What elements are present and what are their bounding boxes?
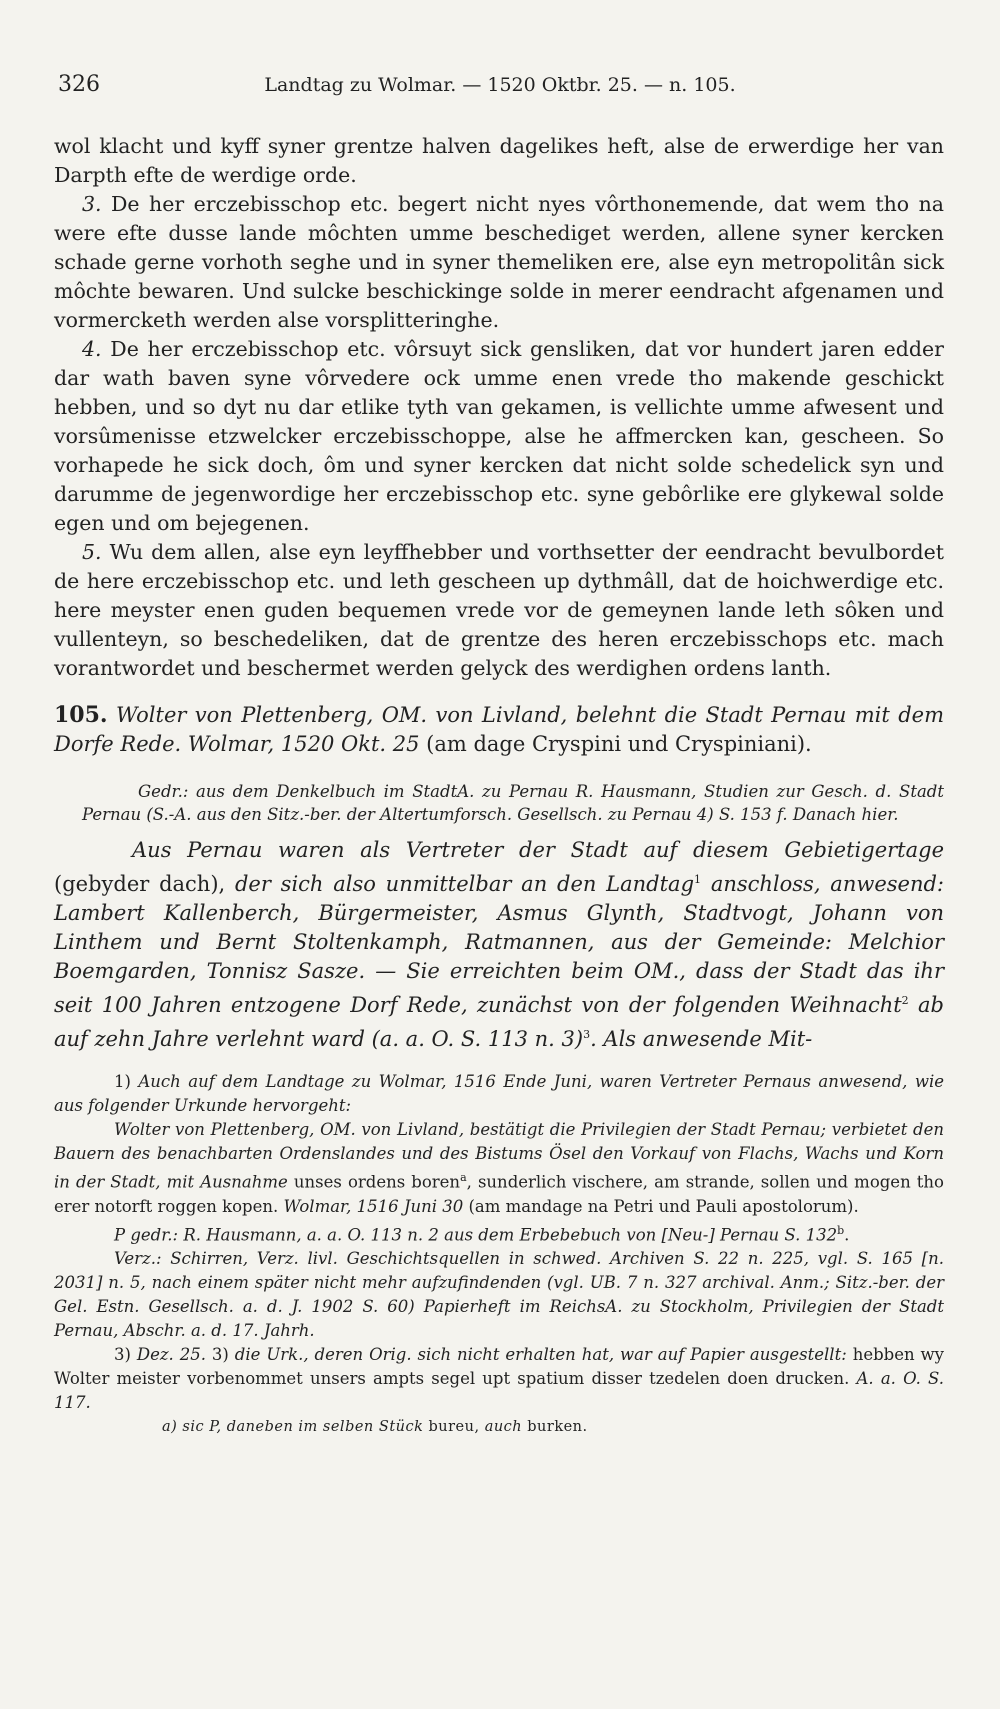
footnote-text: Auch auf dem Landtage zu Wolmar, 1516 Ende Juni, waren Vertreter Pernaus anwesend, wie aus folgender Urkunde hervorgeht: [54, 1072, 944, 1115]
footnote-text: Wolter von Plettenberg, OM. von Livland, bestätigt die Privilegien der Stadt Pernau; verbietet den Bauern des benachbarten Ordenslandes und des Bistums Ösel den Vorkauf von Flachs, Wachs und Korn in der Stadt, mit Ausnahme [54, 1120, 944, 1192]
footnote-text: A. a. O. S. 117. [54, 1369, 944, 1412]
paragraph-3 [54, 190, 944, 335]
footnote-text: auch [484, 1419, 523, 1435]
footnotes [54, 1070, 944, 1439]
footnote-mark: 1) [114, 1072, 131, 1091]
narrative-part: (gebyder dach), [54, 872, 226, 896]
footnote-text: Wolmar, 1516 Juni 30 [283, 1196, 464, 1216]
paragraph-continued: wol klacht und kyff syner grentze halven dagelikes heft, alse de erwerdige her van Darpth efte de werdige orde. [54, 134, 944, 187]
footnote-text: burken. [527, 1419, 588, 1435]
footnote-1a [54, 1118, 944, 1219]
footnote-text: (am mandage na Petri und Pauli apostolorum). [468, 1196, 859, 1216]
footnote-ref: 2 [901, 994, 909, 1007]
narrative-part: ab auf zehn Jahre verlehnt ward (a. a. O. S. 113 n. 3) [54, 993, 944, 1051]
footnote-ref: 1 [694, 873, 702, 886]
footnote-text: Dez. 25. [136, 1345, 206, 1364]
document-date-note: (am dage Cryspini und Cryspiniani). [426, 732, 812, 756]
footnote-mark: 3) [211, 1345, 229, 1364]
paragraph-number: 4. [82, 337, 102, 361]
page-header [58, 72, 942, 102]
document-heading [54, 701, 944, 759]
paragraph-text: De her erczebisschop etc. vôrsuyt sick gensliken, dat vor hundert jaren edder dar wath baven syne vôrvedere ock umme enen vrede tho makende geschickt hebben, und so dyt nu dar etlike tyth van gekamen, is vellichte umme afwesent und vorsûmenisse etzwelcker erczebisschoppe, alse he affmercken kan, gescheen. So vorhapede he sick doch, ôm und syner kercken dat nicht solde schedelick syn und darumme de jegenwordige her erczebisschop etc. syne gebôrlike ere glykewal solde egen und om bejegenen. [54, 337, 944, 535]
paragraph-number: 5. [82, 540, 102, 564]
footnote-text: P gedr.: R. Hausmann, a. a. O. 113 n. 2 aus dem Erbebebuch von [Neu-] Pernau S. 132 [114, 1225, 838, 1244]
footnote-1b [54, 1219, 944, 1248]
footnote-3 [54, 1343, 944, 1415]
paragraph-number: 3. [82, 192, 102, 216]
running-title: Landtag zu Wolmar. — 1520 Oktbr. 25. — n. 105. [264, 74, 736, 96]
footnote-text: bureu, [428, 1419, 480, 1435]
paragraph-5 [54, 538, 944, 683]
edition-note: Gedr.: aus dem Denkelbuch im StadtA. zu Pernau R. Hausmann, Studien zur Gesch. d. Stadt Pernau (S.-A. aus den Sitz.-ber. der Altertumforsch. Gesellsch. zu Pernau 4) S. 153 f. Danach hier. [82, 782, 944, 824]
footnote-text: die Urk., deren Orig. sich nicht erhalten hat, war auf Papier ausgestellt: [234, 1345, 847, 1364]
footnote-text: hebben wy Wolter meister vorbenommet unsers ampts segel upt spatium disser tzedelen doen drucken. [54, 1345, 944, 1388]
footnote-text: a) sic P, daneben im selben Stück [162, 1419, 424, 1435]
footnote-ref: b [837, 1223, 845, 1237]
document-number: 105. [54, 702, 108, 728]
page-number: 326 [58, 72, 100, 97]
narrative-part: anschloss, anwesend: Lambert Kallenberch, Bürgermeister, Asmus Glynth, Stadtvogt, Johann von Linthem und Bernt Stoltenkamph, Ratmannen, aus der Gemeinde: Melchior Boemgarden, Tonnisz Sasze. — Sie erreichten beim OM., dass der Stadt das ihr seit 100 Jahren entzogene Dorf Rede, zunächst von der folgenden Weihnacht [54, 872, 944, 1017]
footnote-a [54, 1415, 944, 1439]
page-body [54, 132, 944, 1439]
paragraph-text: De her erczebisschop etc. begert nicht nyes vôrthonemende, dat wem tho na were efte dusse lande môchten umme beschediget werden, allene syner kercken schade gerne vorhoth seghe und in syner themeliken ere, alse eyn metropolitân sick môchte bewaren. Und sulcke beschickinge solde in merer eendracht afgenamen und vormercketh werden alse vorsplitteringhe. [54, 192, 944, 332]
paragraph-4 [54, 335, 944, 538]
narrative-part: der sich also unmittelbar an den Landtag [234, 872, 695, 896]
narrative-part: Aus Pernau waren als Vertreter der Stadt auf diesem Gebietigertage [132, 838, 944, 862]
footnote-1 [54, 1070, 944, 1118]
footnote-text: . [844, 1225, 850, 1244]
footnote-text: unses ordens boren [293, 1172, 461, 1192]
footnote-ref: a [460, 1171, 467, 1184]
footnote-ref: 3 [583, 1028, 591, 1041]
footnote-text: , sunderlich vischere, am strande, sollen und mogen tho erer notorft roggen kopen. [54, 1172, 944, 1216]
paragraph-text: Wu dem allen, alse eyn leyffhebber und vorthsetter der eendracht bevulbordet de here erczebisschop etc. und leth gescheen up dythmâll, dat de hoichwerdige etc. here meyster enen guden bequemen vrede vor de gemeynen lande leth sôken und vullenteyn, so beschedeliken, dat de grentze des heren erczebisschops etc. mach vorantwordet und beschermet werden gelyck des werdighen ordens lanth. [54, 540, 944, 680]
narrative-part: . Als anwesende Mit- [590, 1027, 813, 1051]
document-title: Wolter von Plettenberg, OM. von Livland, belehnt die Stadt Pernau mit dem Dorfe Rede. Wolmar, 1520 Okt. 25 [54, 703, 944, 756]
narrative [54, 836, 944, 1054]
footnote-1c: Verz.: Schirren, Verz. livl. Geschichtsquellen in schwed. Archiven S. 22 n. 225, vgl. S. 165 [n. 2031] n. 5, nach einem später nicht mehr aufzufindenden (vgl. UB. 7 n. 327 archival. Anm.; Sitz.-ber. der Gel. Estn. Gesellsch. a. d. J. 1902 S. 60) Papierheft im ReichsA. zu Stockholm, Privilegien der Stadt Pernau, Abschr. a. d. 17. Jahrh. [54, 1249, 944, 1340]
footnote-mark: 3) [114, 1345, 131, 1364]
